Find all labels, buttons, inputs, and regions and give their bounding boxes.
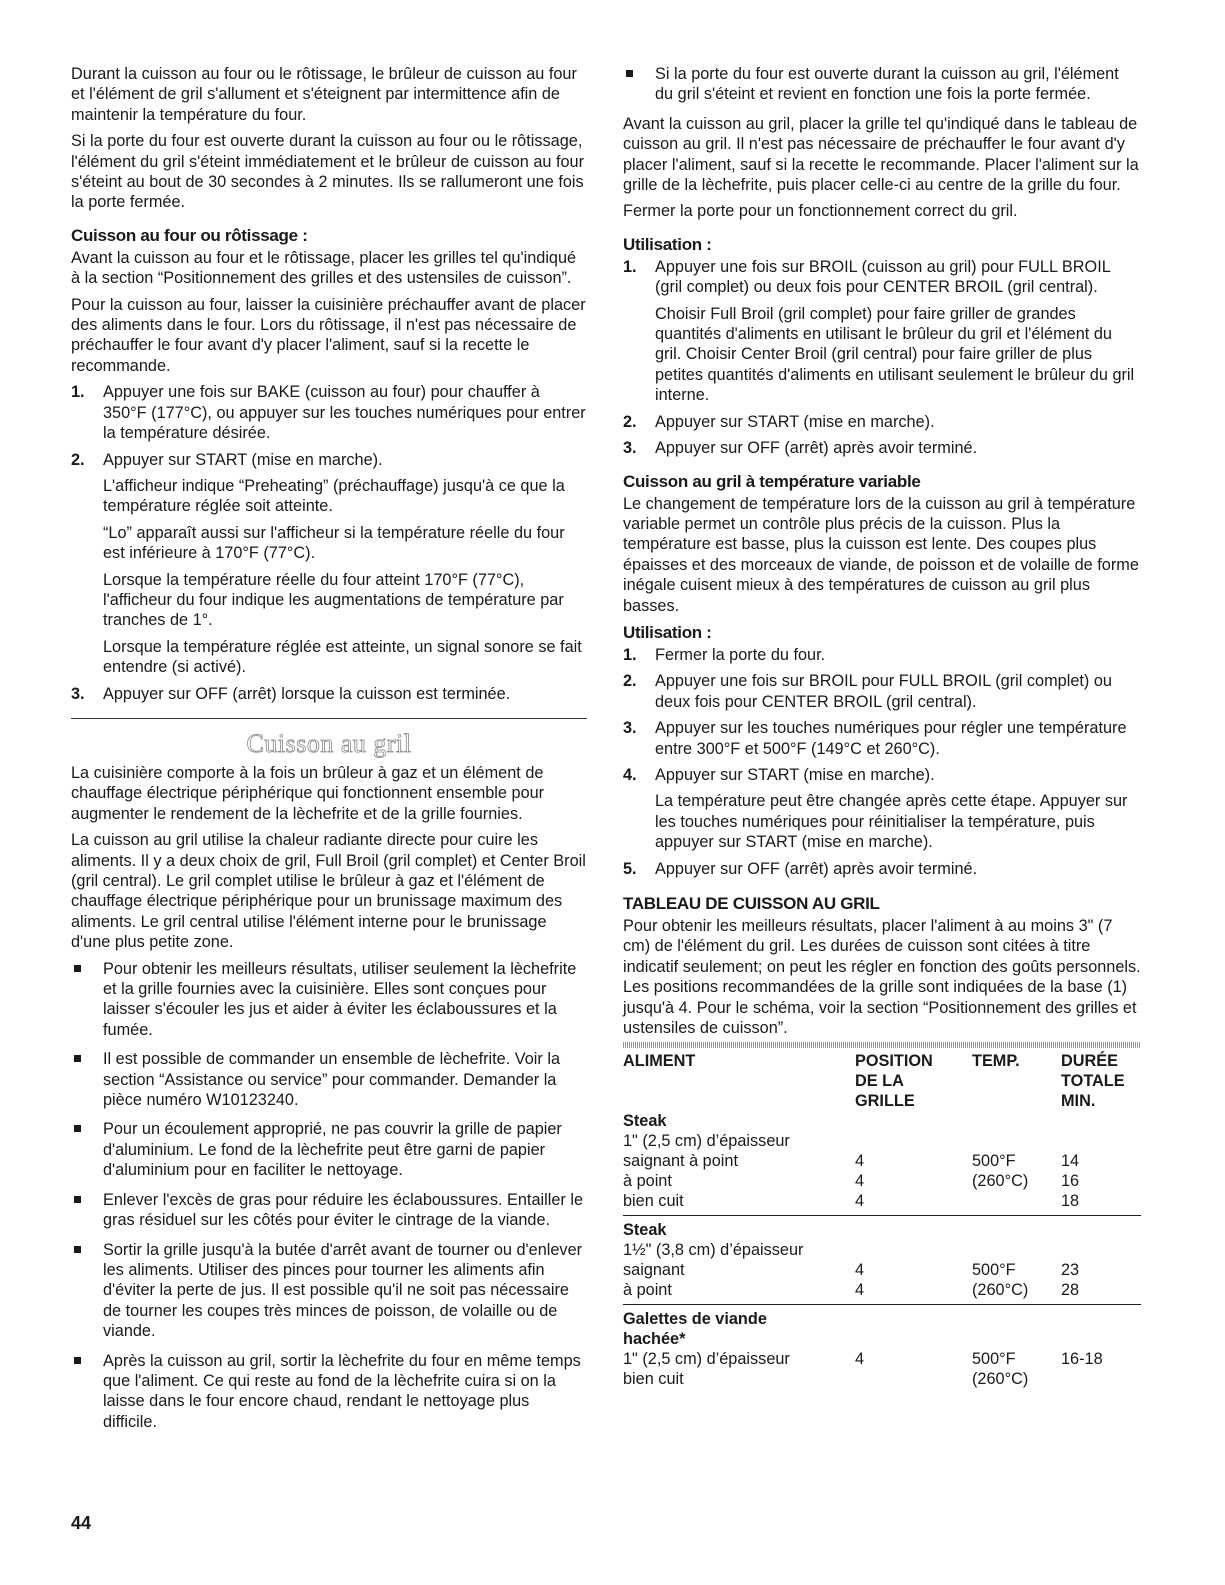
square-bullet-icon [74,965,81,972]
list-item [71,1049,587,1110]
step-text: Fermer la porte du four. [655,645,826,664]
step-text: Appuyer une fois sur BROIL pour FULL BROIL (gril complet) ou deux fois pour CENTER BROIL (gril central). [655,672,1112,711]
step-number: 1. [623,257,637,276]
step-item [623,671,1141,712]
step-text: Lorsque la température réelle du four atteint 170°F (77°C), l'afficheur du four indique les augmentations de température par tranches de 1°. [103,570,564,630]
table-cell [972,1240,1061,1260]
step-item [623,859,1141,879]
header-cell: TEMP. [972,1052,1020,1071]
table-cell [1061,1240,1141,1260]
square-bullet-icon [74,1246,81,1253]
table-cell: saignant [623,1261,685,1280]
table-cell: 4 [855,1172,865,1191]
square-bullet-icon [626,70,633,77]
table-cell: (260°C) [972,1370,1029,1389]
table-cell [972,1191,1061,1216]
step-text: Appuyer sur OFF (arrêt) lorsque la cuisson est terminée. [103,684,511,703]
paragraph: Le changement de température lors de la cuisson au gril à température variable permet un contrôle plus précis de la cuisson. Plus la température est basse, plus la cuisson est lente. Des coupes plus épaisses et des morceaux de viande, de poisson et de volaille de forme inégale cuisent mieux à des températures de cuisson au gril plus basses. [623,494,1139,615]
table-cell [855,1369,972,1389]
bullet-text: Il est possible de commander un ensemble de lèchefrite. Voir la section “Assistance ou service” pour commander. Demander la pièce numéro W10123240. [103,1050,561,1110]
table-cell: 4 [855,1350,865,1369]
step-text: Appuyer sur les touches numériques pour régler une température entre 300°F et 500°F (149°C et 260°C). [655,719,1127,758]
table-row [623,1131,1141,1151]
broil-steps-list [623,257,1141,459]
bullet-text: Enlever l'excès de gras pour réduire les éclaboussures. Entailler le gras résiduel sur les côtés pour éviter le cintrage de la viande. [103,1190,584,1230]
table-cell: 500°F [972,1350,1016,1369]
step-text: Choisir Full Broil (gril complet) pour faire griller de grandes quantités d'aliments en utilisant le brûleur du gril et l'élément du gril. Choisir Center Broil (gril central) pour faire griller de plus petites quantités d'aliments en utilisant seulement le brûleur du gril interne. [655,304,1135,405]
paragraph: Avant la cuisson au gril, placer la grille tel qu'indiqué dans le tableau de cuisson au gril. Il n'est pas nécessaire de préchauffer le four avant d'y placer l'aliment, sauf si la recette le recommande. Placer l'aliment sur la grille de la lèchefrite, puis placer celle-ci au centre de la grille du four. [623,114,1139,195]
header-cell: ALIMENT [623,1052,696,1071]
table-row [623,1280,1141,1305]
table-row [623,1349,1141,1369]
step-text: La température peut être changée après cette étape. Appuyer sur les touches numériques pour réinitialiser la température, puis appuyer sur START (mise en marche). [655,792,1128,852]
bake-steps-list [71,382,587,704]
step-number: 4. [623,765,637,784]
step-item [623,412,1141,432]
table-cell: 14 [1061,1152,1080,1171]
step-text: Appuyer sur START (mise en marche). [655,412,935,431]
bullet-text: Si la porte du four est ouverte durant la cuisson au gril, l'élément du gril s'éteint et revient en fonction une fois la porte fermée. [655,65,1119,104]
step-text: Appuyer sur START (mise en marche). [655,765,935,784]
table-row [623,1369,1141,1389]
step-item [71,382,587,443]
table-cell: à point [623,1281,672,1300]
step-number: 2. [71,450,85,469]
subheading-usage: Utilisation : [623,622,712,642]
square-bullet-icon [74,1055,81,1062]
door-bullet-list [623,64,1141,105]
list-item [623,64,1141,105]
table-category-row [623,1111,1141,1131]
table-cell [855,1131,972,1151]
step-number: 1. [71,383,85,402]
step-number: 3. [71,684,85,703]
subheading-usage: Utilisation : [623,234,712,254]
broil-tips-list [71,959,587,1433]
table-cell [855,1240,972,1260]
step-number: 5. [623,859,637,878]
table-cell: (260°C) [972,1172,1029,1191]
paragraph: Fermer la porte pour un fonctionnement correct du gril. [623,202,1018,221]
step-number: 3. [623,719,637,738]
table-cell: 23 [1061,1261,1080,1280]
step-number: 2. [623,672,637,691]
list-item [71,1240,587,1342]
table-cell: bien cuit [623,1192,684,1211]
step-item [623,718,1141,759]
table-category-row [623,1305,1141,1350]
table-cell: bien cuit [623,1370,684,1389]
paragraph: La cuisson au gril utilise la chaleur radiante directe pour cuire les aliments. Il y a deux choix de gril, Full Broil (gril complet) et Center Broil (gril central). Le gril complet utilise le brûleur à gaz et l'élément de chauffage électrique périphérique pour un brunissage maximum des aliments. Le gril central utilise l'élément interne pour le brunissage d'une plus petite zone. [71,831,586,952]
paragraph: Pour obtenir les meilleurs résultats, placer l'aliment à au moins 3" (7 cm) de l'élément du gril. Les durées de cuisson sont citées à titre indicatif seulement; on peut les régler en fonction des goûts personnels. Les positions recommandées de la grille sont indiquées de la base (1) jusqu'à 4. Pour le schéma, voir la section “Positionnement des grilles et ustensiles de cuisson”. [623,917,1141,1038]
table-cell: 4 [855,1152,865,1171]
category-cell: Galettes de viande hachée* [623,1310,767,1349]
table-cell: 4 [855,1261,865,1280]
square-bullet-icon [74,1357,81,1364]
step-item [623,438,1141,458]
table-cell: 1½" (3,8 cm) d’épaisseur [623,1241,804,1260]
step-text: Appuyer sur START (mise en marche). [103,450,383,469]
header-cell: DURÉE TOTALE MIN. [1061,1052,1125,1111]
bullet-text: Sortir la grille jusqu'à la butée d'arrêt avant de tourner ou d'enlever les aliments. Utiliser des pinces pour tourner les aliments afin d'éviter la perte de jus. Il est possible qu'il ne soit pas nécessaire de tourner les coupes très minces de poisson, de volaille ou de viande. [103,1240,583,1341]
step-text: Appuyer sur OFF (arrêt) après avoir terminé. [655,859,978,878]
right-column [623,64,1141,1389]
header-cell: POSITION DE LA GRILLE [855,1052,933,1111]
table-cell: 1" (2,5 cm) d’épaisseur [623,1350,790,1369]
step-text: Lorsque la température réglée est atteinte, un signal sonore se fait entendre (si activé). [103,637,582,677]
paragraph: Pour la cuisson au four, laisser la cuisinière préchauffer avant de placer des aliments dans le four. Lors du rôtissage, il n'est pas nécessaire de préchauffer le four avant d'y placer l'aliment, sauf si la recette le recommande. [71,295,586,375]
bullet-text: Après la cuisson au gril, sortir la lèchefrite du four en même temps que l'aliment. Ce qui reste au fond de la lèchefrite cuira si on la laisse dans le four encore chaud, rendant le nettoyage plus difficile. [103,1351,581,1431]
step-number: 2. [623,412,637,431]
paragraph: Durant la cuisson au four ou le rôtissage, le brûleur de cuisson au four et l'élément de gril s'allument et s'éteignent par intermittence afin de maintenir la température du four. [71,65,577,124]
step-text: Appuyer une fois sur BAKE (cuisson au four) pour chauffer à 350°F (177°C), ou appuyer sur les touches numériques pour entrer la température désirée. [103,383,586,443]
square-bullet-icon [74,1125,81,1132]
step-item [623,765,1141,853]
subheading-broil-table: TABLEAU DE CUISSON AU GRIL [623,894,880,913]
list-item [71,1190,587,1231]
table-cell: 16-18 [1061,1350,1103,1369]
paragraph: Avant la cuisson au four et le rôtissage, placer les grilles tel qu'indiqué à la section “Positionnement des grilles et des ustensiles de cuisson”. [71,248,577,288]
step-item [623,645,1141,665]
step-number: 3. [623,439,637,458]
table-row [623,1260,1141,1280]
table-top-rule [623,1042,1141,1048]
page-number: 44 [71,1513,92,1533]
step-text: “Lo” apparaît aussi sur l'afficheur si la température réelle du four est inférieure à 170°F (77°C). [103,523,565,563]
table-row [623,1240,1141,1260]
table-cell [1061,1369,1141,1389]
step-text: L'afficheur indique “Preheating” (préchauffage) jusqu'à ce que la température réglée soit atteinte. [103,476,565,516]
step-number: 1. [623,645,637,664]
list-item [71,1119,587,1180]
table-cell: saignant à point [623,1152,738,1171]
list-item [71,1351,587,1433]
table-cell: 500°F [972,1261,1016,1280]
table-category-row [623,1216,1141,1241]
paragraph: La cuisinière comporte à la fois un brûleur à gaz et un élément de chauffage électrique périphérique qui fonctionnent ensemble pour augmenter le rendement de la lèchefrite et de la grille fournies. [71,763,545,823]
subheading-bake: Cuisson au four ou rôtissage : [71,225,308,245]
table-cell [972,1131,1061,1151]
table-cell: 18 [1061,1192,1080,1211]
table-cell: 500°F [972,1152,1016,1171]
table-cell: 16 [1061,1172,1080,1191]
table-cell: 1" (2,5 cm) d’épaisseur [623,1132,790,1151]
table-header-row [623,1051,1141,1111]
table-cell: 4 [855,1192,865,1211]
list-item [71,959,587,1041]
step-text: Appuyer une fois sur BROIL (cuisson au gril) pour FULL BROIL (gril complet) ou deux fois pour CENTER BROIL (gril central). [655,257,1111,297]
section-divider [71,718,587,719]
broil-chart-table [623,1051,1141,1389]
bullet-text: Pour obtenir les meilleurs résultats, utiliser seulement la lèchefrite et la grille fournies avec la cuisinière. Elles sont conçues pour laisser s'écouler les jus et aider à éviter les éclaboussures et la fumée. [103,959,577,1039]
table-cell: (260°C) [972,1281,1029,1300]
table-cell: 4 [855,1281,865,1300]
table-row [623,1191,1141,1216]
subheading-variable-temp: Cuisson au gril à température variable [623,471,921,491]
step-text: Appuyer sur OFF (arrêt) après avoir terminé. [655,439,978,458]
paragraph: Si la porte du four est ouverte durant la cuisson au four ou le rôtissage, l'élément du gril s'éteint immédiatement et le brûleur de cuisson au four s'éteint au bout de 30 secondes à 2 minutes. Ils se rallumeront une fois la porte fermée. [71,132,585,212]
left-column [71,64,587,1441]
bullet-text: Pour un écoulement approprié, ne pas couvrir la grille de papier d'aluminium. Le fond de la lèchefrite peut être garni de papier d'aluminium pour en faciliter le nettoyage. [103,1120,562,1180]
step-item [71,684,587,704]
step-item [623,257,1141,406]
section-title-broil: Cuisson au gril [246,728,412,758]
step-item [71,450,587,678]
category-cell: Steak [623,1112,667,1131]
table-cell [1061,1131,1141,1151]
table-cell: à point [623,1172,672,1191]
square-bullet-icon [74,1196,81,1203]
table-row [623,1151,1141,1171]
table-row [623,1171,1141,1191]
variable-broil-steps-list [623,645,1141,879]
table-cell: 28 [1061,1281,1080,1300]
category-cell: Steak [623,1221,667,1240]
